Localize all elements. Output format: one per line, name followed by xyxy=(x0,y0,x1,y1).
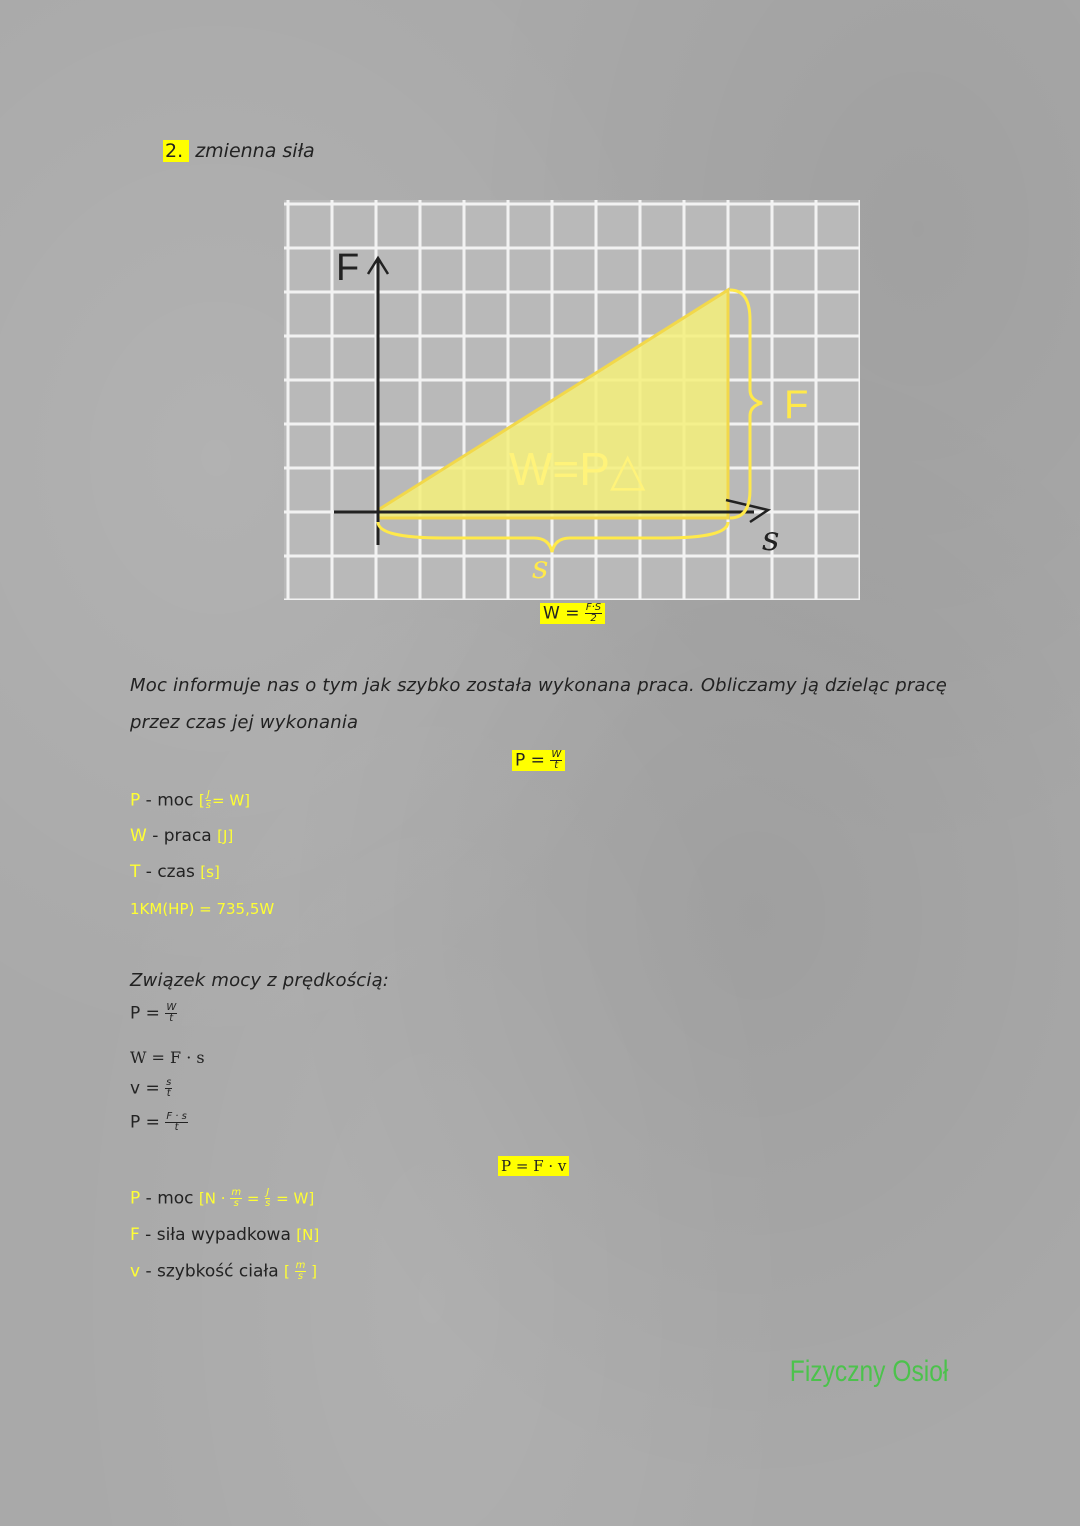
def2-power-unit-open: [N · xyxy=(198,1189,231,1208)
def-power-unit-den: s xyxy=(205,800,211,811)
relation-formula-4-num: F · s xyxy=(166,1111,187,1122)
height-brace-label: F xyxy=(784,383,809,427)
relation-formula-4-lhs: P = xyxy=(130,1112,160,1133)
relation-title: Związek mocy z prędkością: xyxy=(130,970,390,991)
relation-formula-2: W = F · s xyxy=(130,1048,205,1067)
def2-speed-unit-fraction xyxy=(295,1261,307,1282)
def-power-unit-num: J xyxy=(206,789,210,800)
relation-formula-4 xyxy=(130,1112,188,1133)
relation-formula-3-den: t xyxy=(166,1088,171,1099)
power-formula-num: W xyxy=(551,749,562,760)
def2-speed-text: - szybkość ciała xyxy=(140,1261,285,1282)
power-paragraph-line2: przez czas jej wykonania xyxy=(130,712,359,733)
def2-power-unit-frac1 xyxy=(230,1188,242,1209)
def-time-text: - czas xyxy=(140,862,201,882)
x-axis-label: s xyxy=(762,519,780,559)
def-work-symbol: W xyxy=(130,826,147,846)
relation-formula-3-num: s xyxy=(166,1077,172,1088)
section-number: 2. xyxy=(163,140,189,162)
def2-speed-unit-close: ] xyxy=(306,1262,318,1281)
def2-power-unit-frac1-num: m xyxy=(231,1187,242,1198)
power-formula-fraction xyxy=(550,750,562,771)
power-formula-den: t xyxy=(554,760,559,771)
result-formula: P = F · v xyxy=(498,1156,569,1176)
def-work xyxy=(130,826,233,846)
relation-formula-1-fraction xyxy=(165,1003,177,1024)
area-label: W=P△ xyxy=(509,443,646,495)
power-paragraph-line1: Moc informuje nas o tym jak szybko została wykonana praca. Obliczamy ją dzieląc pracę xyxy=(130,675,948,696)
def-power-unit-rest: = W] xyxy=(212,791,251,810)
def2-speed-unit-den: s xyxy=(297,1271,304,1282)
def-power-symbol: P xyxy=(130,790,141,811)
power-formula-lhs: P = xyxy=(515,750,545,771)
work-formula-den: 2 xyxy=(590,613,597,624)
relation-formula-1-den: t xyxy=(169,1013,174,1024)
def-power-unit-fraction xyxy=(205,790,212,811)
relation-formula-4-den: t xyxy=(174,1122,179,1133)
relation-formula-3 xyxy=(130,1078,172,1099)
force-distance-diagram xyxy=(284,200,860,600)
def-power-text: - moc xyxy=(140,790,199,811)
brand-signature: Fizyczny Osioł xyxy=(789,1355,948,1388)
def2-power-unit-close: = W] xyxy=(271,1189,315,1208)
base-brace-label: s xyxy=(532,548,549,586)
relation-formula-3-lhs: v = xyxy=(130,1078,160,1099)
def-work-text: - praca xyxy=(146,826,218,846)
def2-power-symbol: P xyxy=(130,1188,141,1209)
def2-speed-unit-num: m xyxy=(295,1260,306,1271)
def-power-unit-open: [ xyxy=(198,791,205,810)
work-formula-fraction xyxy=(585,603,602,624)
def-power xyxy=(130,790,250,811)
def2-power xyxy=(130,1188,314,1209)
section-title: zmienna siła xyxy=(195,140,315,162)
def2-power-unit-frac2-den: s xyxy=(265,1198,271,1209)
def2-power-text: - moc xyxy=(140,1188,199,1209)
def2-speed xyxy=(130,1261,317,1282)
relation-formula-1-num: W xyxy=(166,1002,177,1013)
power-formula xyxy=(512,750,565,771)
def2-power-unit-eq: = xyxy=(242,1189,265,1208)
def2-power-unit-frac2-num: J xyxy=(266,1187,270,1198)
def2-force-unit: [N] xyxy=(296,1226,320,1244)
def-time-unit: [s] xyxy=(200,863,220,881)
hp-note: 1KM(HP) = 735,5W xyxy=(130,900,275,918)
work-formula-num: F·S xyxy=(585,602,602,613)
def2-force-symbol: F xyxy=(130,1225,140,1245)
relation-formula-1-lhs: P = xyxy=(130,1003,160,1024)
relation-formula-4-fraction xyxy=(165,1112,188,1133)
work-formula-lhs: W = xyxy=(543,603,580,624)
def-time xyxy=(130,862,220,882)
def2-force xyxy=(130,1225,319,1245)
y-axis-label: F xyxy=(336,247,360,289)
relation-formula-1 xyxy=(130,1003,177,1024)
work-formula xyxy=(540,603,605,624)
def-time-symbol: T xyxy=(130,862,141,882)
def-work-unit: [J] xyxy=(217,827,234,845)
def2-power-unit-frac1-den: s xyxy=(233,1198,239,1209)
def2-speed-symbol: v xyxy=(130,1261,141,1282)
def2-force-text: - siła wypadkowa xyxy=(139,1225,297,1245)
def2-speed-unit-open: [ xyxy=(284,1262,295,1281)
section-heading xyxy=(163,140,315,162)
relation-formula-3-fraction xyxy=(165,1078,172,1099)
